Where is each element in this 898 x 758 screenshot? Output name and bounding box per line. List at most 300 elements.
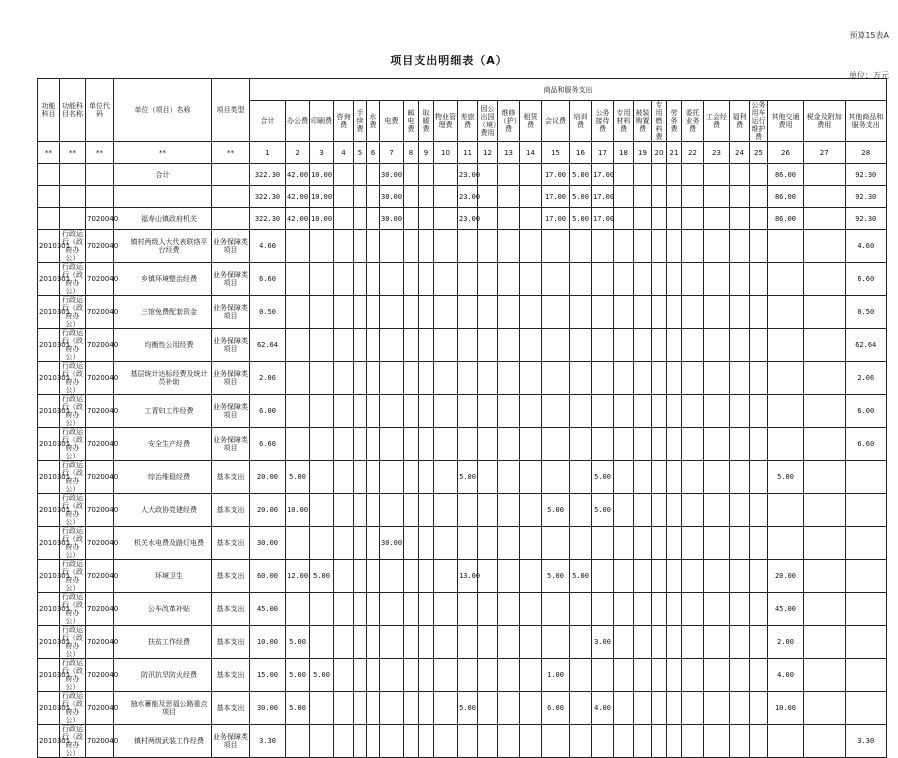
value-cell (354, 164, 367, 186)
value-cell (542, 329, 570, 362)
value-cell (570, 494, 592, 527)
value-cell (634, 230, 652, 263)
value-cell: 0.50 (250, 296, 286, 329)
value-cell (652, 296, 667, 329)
item-name-cell: 基层统计达标经费及统计员补助 (114, 362, 212, 395)
item-name-cell: 合计 (114, 164, 212, 186)
value-cell (542, 362, 570, 395)
value-cell (804, 560, 846, 593)
value-cell (380, 593, 404, 626)
value-cell (542, 263, 570, 296)
value-cell (750, 230, 768, 263)
value-cell (634, 208, 652, 230)
value-cell (570, 296, 592, 329)
value-cell: 5.00 (286, 626, 310, 659)
column-number: 9 (419, 142, 434, 164)
value-cell (730, 428, 750, 461)
value-cell (750, 329, 768, 362)
value-cell (667, 461, 682, 494)
value-cell (419, 164, 434, 186)
value-cell: 30.00 (250, 527, 286, 560)
value-cell: 5.00 (542, 494, 570, 527)
value-cell (334, 362, 354, 395)
value-cell (404, 494, 419, 527)
value-cell (419, 362, 434, 395)
column-number: 13 (498, 142, 520, 164)
value-cell (498, 527, 520, 560)
header-row-index (38, 142, 887, 164)
value-cell (542, 725, 570, 758)
value-cell: 3.00 (592, 626, 614, 659)
value-cell: 42.00 (286, 186, 310, 208)
value-cell (498, 208, 520, 230)
item-name-cell: 安全生产经费 (114, 428, 212, 461)
value-cell (750, 461, 768, 494)
value-cell (478, 164, 498, 186)
value-cell (478, 560, 498, 593)
value-cell (310, 263, 334, 296)
value-cell (542, 230, 570, 263)
value-cell (404, 362, 419, 395)
value-cell (334, 527, 354, 560)
value-cell (434, 593, 458, 626)
value-cell: 62.64 (845, 329, 887, 362)
item-name-cell: 扶贫工作经费 (114, 626, 212, 659)
value-cell (434, 186, 458, 208)
value-cell (667, 296, 682, 329)
value-cell (730, 659, 750, 692)
group-header: 商品和服务支出 (250, 79, 887, 101)
value-cell (498, 593, 520, 626)
value-cell: 30.00 (380, 186, 404, 208)
value-cell (570, 659, 592, 692)
value-cell (354, 208, 367, 230)
value-cell (367, 593, 380, 626)
value-cell (634, 725, 652, 758)
column-number: 19 (634, 142, 652, 164)
unit-name-header: 单位（项目）名称 (114, 79, 212, 142)
value-cell (478, 263, 498, 296)
value-cell (542, 626, 570, 659)
column-header: 被装购置费 (634, 101, 652, 142)
value-cell (498, 362, 520, 395)
value-cell (334, 329, 354, 362)
value-cell (614, 560, 634, 593)
value-cell: 20.00 (768, 560, 804, 593)
value-cell (404, 560, 419, 593)
fn-name-cell (60, 208, 86, 230)
value-cell (652, 659, 667, 692)
value-cell (419, 186, 434, 208)
value-cell (458, 494, 478, 527)
value-cell (730, 362, 750, 395)
value-cell (768, 263, 804, 296)
value-cell (730, 593, 750, 626)
fn-code-cell: 2010301 (38, 593, 60, 626)
value-cell (419, 208, 434, 230)
column-header: 委托业务费 (682, 101, 704, 142)
value-cell: 10.00 (286, 494, 310, 527)
value-cell (286, 395, 310, 428)
value-cell (367, 626, 380, 659)
value-cell: 3.30 (845, 725, 887, 758)
value-cell (520, 164, 542, 186)
value-cell (520, 527, 542, 560)
value-cell (682, 296, 704, 329)
item-name-cell: 乡镇环境整治经费 (114, 263, 212, 296)
value-cell (634, 428, 652, 461)
value-cell: 6.00 (845, 395, 887, 428)
item-name-cell: 三馆免费配套资金 (114, 296, 212, 329)
project-type-cell (212, 164, 250, 186)
value-cell (614, 186, 634, 208)
value-cell: 30.00 (250, 692, 286, 725)
value-cell (667, 560, 682, 593)
fn-code-cell: 2010301 (38, 461, 60, 494)
value-cell (354, 626, 367, 659)
fn-name-cell: 行政运行（政府办公） (60, 725, 86, 758)
project-type-cell: 业务保障类项目 (212, 428, 250, 461)
value-cell (404, 164, 419, 186)
value-cell: 5.00 (570, 186, 592, 208)
value-cell (592, 560, 614, 593)
value-cell (310, 362, 334, 395)
value-cell (682, 329, 704, 362)
fn-code-cell: 2010301 (38, 263, 60, 296)
fn-code-cell (38, 164, 60, 186)
value-cell (570, 428, 592, 461)
value-cell (334, 494, 354, 527)
value-cell: 45.00 (768, 593, 804, 626)
column-number: 18 (614, 142, 634, 164)
value-cell: 5.00 (768, 461, 804, 494)
value-cell (419, 329, 434, 362)
value-cell (804, 296, 846, 329)
item-name-cell: 综治维稳经费 (114, 461, 212, 494)
value-cell: 10.00 (310, 186, 334, 208)
value-cell (458, 626, 478, 659)
value-cell (354, 494, 367, 527)
value-cell (380, 494, 404, 527)
value-cell (434, 164, 458, 186)
value-cell (310, 230, 334, 263)
table-row (38, 362, 887, 395)
item-name-cell: 抽水蓄能及思福公路重点项目 (114, 692, 212, 725)
value-cell (704, 692, 730, 725)
value-cell (682, 263, 704, 296)
value-cell (498, 659, 520, 692)
value-cell (768, 395, 804, 428)
value-cell (458, 659, 478, 692)
report-number: 预算15表A (849, 31, 889, 40)
fn-name-cell: 行政运行（政府办公） (60, 692, 86, 725)
fn-name-cell: 行政运行（政府办公） (60, 428, 86, 461)
value-cell (286, 329, 310, 362)
value-cell (354, 428, 367, 461)
column-number: 10 (434, 142, 458, 164)
value-cell: 23.00 (458, 164, 478, 186)
value-cell (478, 329, 498, 362)
value-cell (404, 725, 419, 758)
column-number: 24 (730, 142, 750, 164)
value-cell (434, 494, 458, 527)
table-row (38, 593, 887, 626)
value-cell (682, 494, 704, 527)
value-cell (614, 593, 634, 626)
fn-code-cell: 2010301 (38, 362, 60, 395)
value-cell (592, 428, 614, 461)
value-cell: 2.00 (768, 626, 804, 659)
value-cell (704, 329, 730, 362)
value-cell (730, 164, 750, 186)
value-cell (730, 692, 750, 725)
value-cell (652, 186, 667, 208)
value-cell (634, 362, 652, 395)
value-cell (520, 659, 542, 692)
project-type-cell: 业务保障类项目 (212, 296, 250, 329)
column-number: 7 (380, 142, 404, 164)
value-cell (498, 296, 520, 329)
value-cell (667, 527, 682, 560)
value-cell (592, 659, 614, 692)
fn-name-cell: 行政运行（政府办公） (60, 560, 86, 593)
value-cell: 17.00 (542, 186, 570, 208)
fn-code-cell (38, 208, 60, 230)
value-cell: 92.30 (845, 208, 887, 230)
column-header: 租赁费 (520, 101, 542, 142)
value-cell (704, 593, 730, 626)
value-cell (652, 626, 667, 659)
value-cell: 6.60 (845, 263, 887, 296)
column-number: 8 (404, 142, 419, 164)
column-number: 2 (286, 142, 310, 164)
value-cell (419, 560, 434, 593)
value-cell (367, 725, 380, 758)
value-cell (310, 494, 334, 527)
value-cell (768, 494, 804, 527)
column-header: 专用材料费 (614, 101, 634, 142)
value-cell (682, 626, 704, 659)
value-cell (704, 725, 730, 758)
value-cell (520, 263, 542, 296)
value-cell (704, 362, 730, 395)
project-type-cell: 基本支出 (212, 527, 250, 560)
value-cell (634, 186, 652, 208)
value-cell (730, 395, 750, 428)
unit-code-cell: 7020040 (86, 329, 114, 362)
value-cell (570, 725, 592, 758)
column-header: 福利费 (730, 101, 750, 142)
value-cell (614, 659, 634, 692)
value-cell (354, 362, 367, 395)
column-header: 电费 (380, 101, 404, 142)
value-cell (419, 263, 434, 296)
project-type-cell: 业务保障类项目 (212, 395, 250, 428)
value-cell (845, 692, 887, 725)
value-cell (704, 461, 730, 494)
value-cell (334, 725, 354, 758)
value-cell (667, 329, 682, 362)
unit-label: 单位：万元 (849, 71, 889, 80)
value-cell (682, 593, 704, 626)
value-cell (354, 527, 367, 560)
value-cell: 10.00 (250, 626, 286, 659)
value-cell (478, 230, 498, 263)
value-cell: 4.60 (250, 230, 286, 263)
value-cell (434, 659, 458, 692)
value-cell: 4.00 (592, 692, 614, 725)
value-cell: 23.00 (458, 208, 478, 230)
value-cell (334, 659, 354, 692)
project-type-cell: 业务保障类项目 (212, 230, 250, 263)
value-cell: 86.00 (768, 186, 804, 208)
value-cell (520, 362, 542, 395)
value-cell (367, 494, 380, 527)
value-cell (434, 626, 458, 659)
column-number: 14 (520, 142, 542, 164)
value-cell: 17.00 (592, 208, 614, 230)
value-cell (768, 725, 804, 758)
value-cell (367, 186, 380, 208)
value-cell (478, 296, 498, 329)
value-cell (310, 296, 334, 329)
value-cell (652, 461, 667, 494)
fn-name-cell: 行政运行（政府办公） (60, 329, 86, 362)
value-cell: 20.00 (250, 461, 286, 494)
unit-code-cell: 7020040 (86, 263, 114, 296)
project-type-cell: 基本支出 (212, 626, 250, 659)
value-cell (380, 296, 404, 329)
value-cell (634, 626, 652, 659)
value-cell (652, 329, 667, 362)
value-cell (614, 725, 634, 758)
fn-name-cell: 行政运行（政府办公） (60, 230, 86, 263)
value-cell (286, 263, 310, 296)
fn-name-cell: 行政运行（政府办公） (60, 593, 86, 626)
value-cell (652, 527, 667, 560)
value-cell (704, 164, 730, 186)
value-cell (478, 725, 498, 758)
value-cell (498, 560, 520, 593)
index-mark: ** (60, 142, 86, 164)
value-cell (592, 296, 614, 329)
fn-name-cell: 行政运行（政府办公） (60, 461, 86, 494)
value-cell (704, 230, 730, 263)
column-number: 25 (750, 142, 768, 164)
column-number: 23 (704, 142, 730, 164)
value-cell: 4.00 (768, 659, 804, 692)
value-cell (310, 461, 334, 494)
column-header: 因公出国（境）费用 (478, 101, 498, 142)
value-cell (704, 626, 730, 659)
fn-code-cell: 2010301 (38, 296, 60, 329)
value-cell (730, 186, 750, 208)
value-cell (354, 659, 367, 692)
value-cell (592, 527, 614, 560)
value-cell: 6.00 (542, 692, 570, 725)
value-cell (310, 329, 334, 362)
value-cell (498, 186, 520, 208)
value-cell (354, 230, 367, 263)
value-cell (367, 461, 380, 494)
table-row (38, 725, 887, 758)
value-cell (498, 428, 520, 461)
project-type-cell: 业务保障类项目 (212, 362, 250, 395)
item-name-cell: 环境卫生 (114, 560, 212, 593)
value-cell (434, 329, 458, 362)
value-cell: 15.00 (250, 659, 286, 692)
value-cell (682, 164, 704, 186)
value-cell: 10.00 (310, 164, 334, 186)
value-cell (498, 692, 520, 725)
value-cell (667, 263, 682, 296)
header-row-group (38, 79, 887, 101)
unit-code-cell: 7020040 (86, 208, 114, 230)
value-cell (730, 725, 750, 758)
value-cell (652, 208, 667, 230)
value-cell (730, 230, 750, 263)
value-cell (614, 263, 634, 296)
value-cell (354, 461, 367, 494)
value-cell (804, 494, 846, 527)
value-cell (704, 494, 730, 527)
value-cell: 17.00 (592, 164, 614, 186)
value-cell (286, 725, 310, 758)
value-cell: 42.00 (286, 164, 310, 186)
value-cell (804, 395, 846, 428)
value-cell (334, 626, 354, 659)
value-cell (750, 362, 768, 395)
value-cell (367, 329, 380, 362)
unit-code-cell: 7020040 (86, 692, 114, 725)
value-cell (380, 428, 404, 461)
table-row (38, 494, 887, 527)
page-title: 项目支出明细表（A） (390, 54, 508, 67)
value-cell (730, 329, 750, 362)
value-cell (570, 461, 592, 494)
value-cell: 6.60 (845, 428, 887, 461)
value-cell (667, 186, 682, 208)
value-cell (404, 296, 419, 329)
value-cell (286, 230, 310, 263)
value-cell (614, 494, 634, 527)
fn-name-cell: 行政运行（政府办公） (60, 362, 86, 395)
value-cell (404, 593, 419, 626)
value-cell (845, 593, 887, 626)
value-cell (367, 692, 380, 725)
value-cell: 23.00 (458, 186, 478, 208)
value-cell (634, 593, 652, 626)
item-name-cell: 工青妇工作经费 (114, 395, 212, 428)
value-cell (845, 659, 887, 692)
value-cell (380, 692, 404, 725)
value-cell (768, 329, 804, 362)
value-cell (334, 208, 354, 230)
unit-code-cell: 7020040 (86, 593, 114, 626)
unit-code-cell: 7020040 (86, 626, 114, 659)
value-cell (334, 186, 354, 208)
value-cell (804, 593, 846, 626)
value-cell (419, 659, 434, 692)
value-cell (354, 560, 367, 593)
value-cell (614, 626, 634, 659)
column-number: 5 (354, 142, 367, 164)
value-cell (614, 428, 634, 461)
value-cell: 3.30 (250, 725, 286, 758)
table-row (38, 626, 887, 659)
fn-code-cell: 2010301 (38, 494, 60, 527)
fn-code-cell: 2010301 (38, 428, 60, 461)
